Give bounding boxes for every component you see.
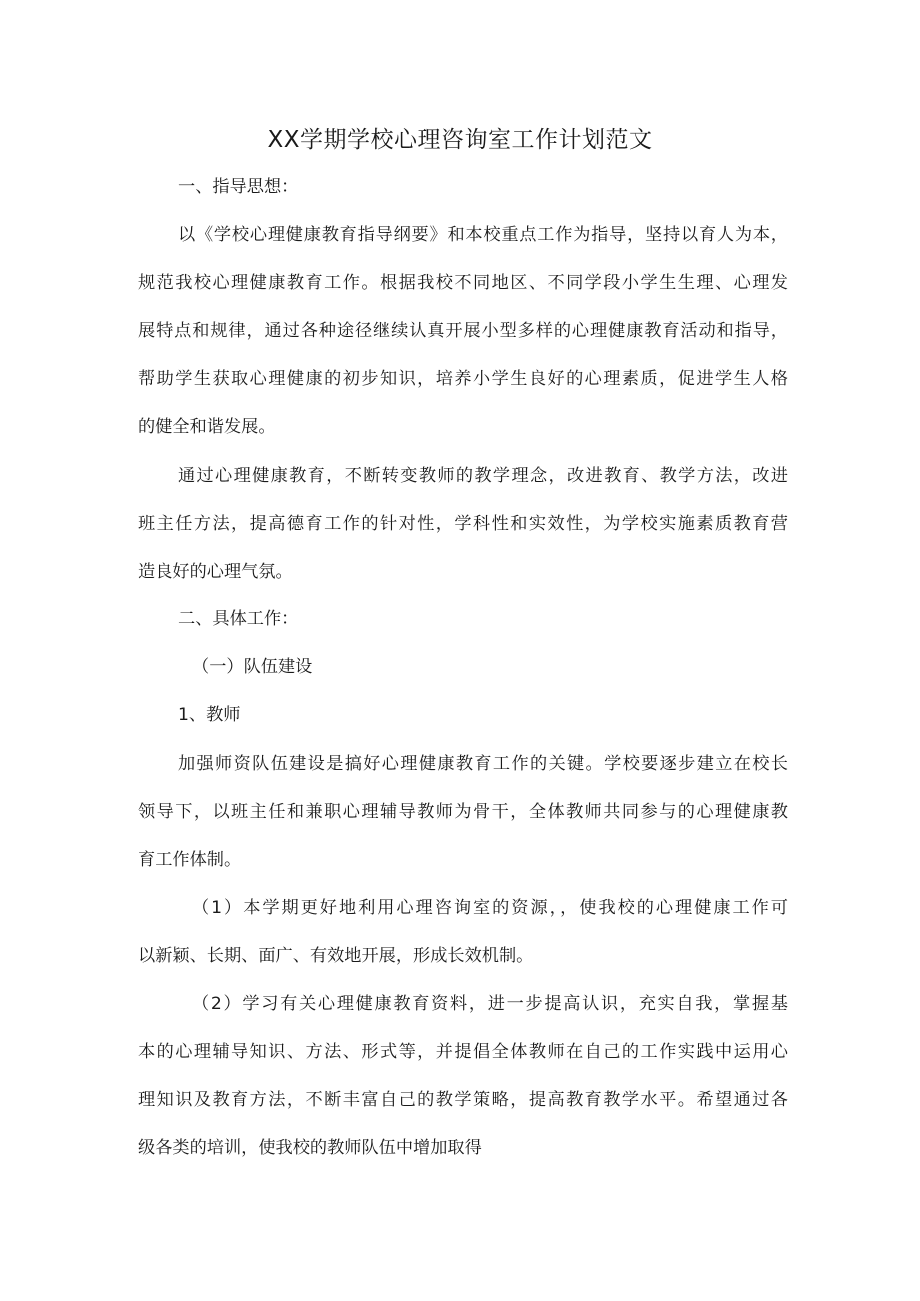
list-item-line: 以新颖、长期、面广、有效地开展，形成长效机制。 [138, 946, 534, 966]
paragraph-line: 帮助学生获取心理健康的初步知识，培养小学生良好的心理素质，促进学生人格 [138, 369, 788, 389]
list-item-line: （2）学习有关心理健康教育资料，进一步提高认识，充实自我，掌握基 [192, 994, 788, 1014]
list-item-line: 级各类的培训，使我校的教师队伍中增加取得 [138, 1138, 482, 1158]
paragraph-line: 通过心理健康教育，不断转变教师的教学理念，改进教育、教学方法，改进 [178, 466, 788, 486]
paragraph-line: 的健全和谐发展。 [138, 417, 276, 437]
document-title: XX学期学校心理咨询室工作计划范文 [267, 127, 653, 153]
paragraph-line: 加强师资队伍建设是搞好心理健康教育工作的关键。学校要逐步建立在校长 [178, 754, 788, 774]
list-item-line: （1）本学期更好地利用心理咨询室的资源，，使我校的心理健康工作可 [192, 898, 788, 918]
subheading-teachers: 1、教师 [178, 705, 241, 725]
paragraph-line: 领导下，以班主任和兼职心理辅导教师为骨干，全体教师共同参与的心理健康教 [138, 802, 788, 822]
section-heading-specific-work: 二、具体工作： [178, 609, 299, 629]
paragraph-line: 造良好的心理气氛。 [138, 562, 293, 582]
subheading-team-building: （一）队伍建设 [192, 657, 313, 677]
paragraph-line: 规范我校心理健康教育工作。根据我校不同地区、不同学段小学生生理、心理发 [138, 273, 788, 293]
list-item-line: 本的心理辅导知识、方法、形式等，并提倡全体教师在自己的工作实践中运用心 [138, 1042, 788, 1062]
list-item-line: 理知识及教育方法，不断丰富自己的教学策略，提高教育教学水平。希望通过各 [138, 1090, 788, 1110]
paragraph-line: 展特点和规律，通过各种途径继续认真开展小型多样的心理健康教育活动和指导， [138, 321, 788, 341]
paragraph-line: 班主任方法，提高德育工作的针对性，学科性和实效性，为学校实施素质教育营 [138, 514, 788, 534]
section-heading-guiding-thought: 一、指导思想： [178, 177, 299, 197]
paragraph-line: 育工作体制。 [138, 850, 242, 870]
paragraph-line: 以《学校心理健康教育指导纲要》和本校重点工作为指导，坚持以育人为本， [178, 225, 788, 245]
